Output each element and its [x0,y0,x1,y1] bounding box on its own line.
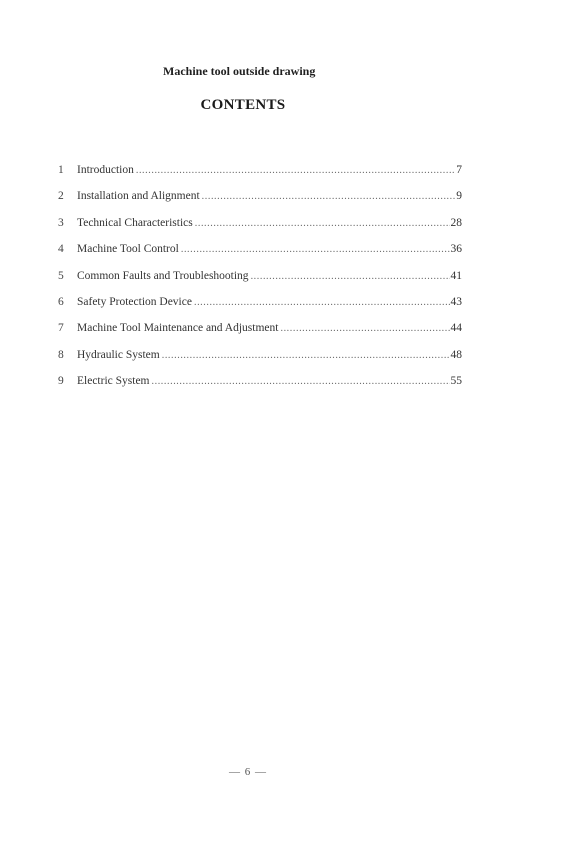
toc-entry[interactable] [58,190,462,216]
toc-entry-number: 1 [58,164,64,176]
toc-entry-page: 9 [456,190,462,203]
toc-entry-page: 7 [456,164,462,176]
toc-entry-number: 3 [58,216,64,229]
toc-entry-page: 48 [450,348,462,361]
toc-entry-title: Electric System [77,375,150,388]
page-number: — 6 — [229,766,267,778]
toc-entry[interactable] [58,270,462,296]
toc-entry-page: 28 [450,216,462,229]
toc-entry-page: 41 [450,269,462,282]
document-header-title: Machine tool outside drawing [163,64,316,78]
toc-entry-number: 7 [58,322,64,335]
toc-dot-leader [162,350,450,361]
toc-entry-page: 44 [450,322,462,335]
toc-dot-leader [194,297,450,308]
toc-entry-page: 43 [450,295,462,308]
toc-entry[interactable] [58,349,462,375]
toc-entry-title: Machine Tool Control [77,243,179,256]
toc-entry[interactable] [58,375,462,401]
toc-entry[interactable] [58,296,462,322]
toc-entry-title: Machine Tool Maintenance and Adjustment [77,322,279,335]
toc-entry-page: 36 [450,243,462,256]
toc-entry[interactable] [58,322,462,348]
toc-dot-leader [202,191,456,202]
toc-dot-leader [136,165,455,176]
toc-entry-number: 9 [58,375,64,388]
toc-entry-title: Hydraulic System [77,348,160,361]
toc-dot-leader [280,323,449,334]
toc-dot-leader [181,244,450,255]
toc-entry-number: 4 [58,243,64,256]
toc-entry-title: Safety Protection Device [77,295,192,308]
toc-dot-leader [195,218,450,229]
toc-entry-number: 2 [58,190,64,203]
toc-entry-number: 6 [58,295,64,308]
toc-dot-leader [152,376,450,387]
toc-entry-title: Introduction [77,164,134,176]
toc-entry[interactable] [58,217,462,243]
toc-entry-title: Common Faults and Troubleshooting [77,269,249,282]
toc-entry-page: 55 [450,375,462,388]
toc-entry-number: 8 [58,348,64,361]
toc-entry-number: 5 [58,269,64,282]
toc-entry[interactable] [58,164,462,190]
toc-dot-leader [251,271,450,282]
toc-entry-title: Installation and Alignment [77,190,200,203]
contents-heading: CONTENTS [200,97,286,113]
toc-entry-title: Technical Characteristics [77,216,193,229]
table-of-contents [58,164,462,402]
toc-entry[interactable] [58,243,462,269]
